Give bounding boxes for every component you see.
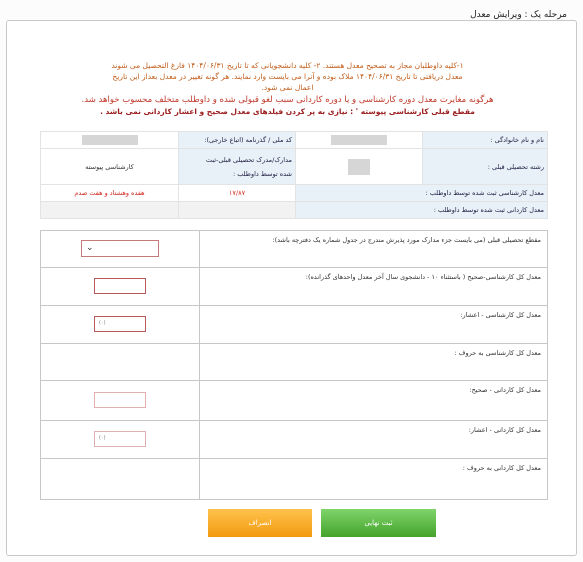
instruction-warning: هرگونه مغایرت معدل دوره کارشناسی و یا دوره کاردانی سبب لغو قبولی شده و داوطلب متخلف محسوب خواهد شد. (81, 95, 494, 105)
associate-gpa-number (179, 202, 296, 219)
applicant-info-table (40, 131, 548, 219)
prev-level-select[interactable] (81, 240, 159, 257)
instruction-line-2: معدل دریافتی تا تاریخ ۱۴۰۴/۰۶/۳۱ ملاک بوده و آنرا می بایست وارد نمایند. هر گونه تغییر در معدل بعداز این تاریخ (112, 72, 463, 81)
instructions (80, 60, 495, 117)
bachelor-gpa-number: ۱۷/۸۷ (179, 185, 296, 202)
associate-decimal-label: معدل کل کاردانی - اعشار: (200, 421, 548, 459)
associate-gpa-label: معدل کاردانی ثبت شده توسط داوطلب : (296, 202, 548, 219)
instruction-note: مقطع قبلی کارشناسی پیوسته ' : نیازی به پر کردن فیلدهای معدل صحیح و اعشار کاردانی نمی باشد . (100, 107, 475, 116)
bachelor-decimal-input[interactable] (94, 316, 146, 332)
field-label: رشته تحصیلی قبلی : (423, 149, 548, 185)
instruction-line-3: اعمال نمی شود. (261, 83, 314, 92)
national-id-value (82, 135, 138, 145)
bachelor-whole-input[interactable] (94, 278, 146, 294)
associate-words-label: معدل کل کاردانی به حروف : (200, 459, 548, 500)
national-id-label: کد ملی / گذرنامه (اتباع خارجی): (179, 132, 296, 149)
section-legend: مرحله یک : ویرایش معدل (466, 10, 571, 20)
chevron-down-icon: ⌄ (86, 242, 94, 253)
cancel-button[interactable]: انصراف (208, 509, 312, 537)
field-value (348, 159, 370, 175)
name-value (331, 135, 387, 145)
name-label: نام و نام خانوادگی : (423, 132, 548, 149)
bachelor-whole-label: معدل کل کارشناسی-صحیح ( باستثناء ۱۰ - دانشجوی سال آخر معدل واحدهای گذرانده): (200, 268, 548, 306)
degree-label: مدارک/مدرک تحصیلی قبلی-ثبت (205, 155, 292, 164)
associate-gpa-words (41, 202, 179, 219)
associate-whole-label: معدل کل کاردانی - صحیح: (200, 381, 548, 421)
associate-decimal-input[interactable] (94, 431, 146, 447)
final-submit-button[interactable]: ثبت نهایی (321, 509, 436, 537)
associate-words-value (41, 459, 200, 500)
bachelor-words-value (41, 344, 200, 381)
bachelor-gpa-label: معدل کارشناسی ثبت شده توسط داوطلب : (296, 185, 548, 202)
bachelor-words-label: معدل کل کارشناسی به حروف : (200, 344, 548, 381)
bachelor-gpa-words: هفده وهشتاد و هفت صدم (41, 185, 179, 202)
prev-level-label: مقطع تحصیلی قبلی (می بایست جزء مدارک مورد پذیرش مندرج در جدول شماره یک دفترچه باشد): (200, 231, 548, 268)
associate-whole-input[interactable] (94, 392, 146, 408)
bachelor-decimal-label: معدل کل کارشناسی - اعشار: (200, 306, 548, 344)
degree-value: کارشناسی پیوسته (41, 149, 179, 185)
instruction-line-1: ۱-کلیه داوطلبان مجاز به تصحیح معدل هستند. ۲- کلیه دانشجویانی که تا تاریخ ۱۴۰۴/۰۶/۳۱ فارغ التحصیل می شوند (111, 61, 464, 70)
gpa-form-table (40, 230, 548, 500)
decimal-suffix: (۰) (99, 434, 106, 441)
degree-label-cont: شده توسط داوطلب : (233, 169, 292, 178)
decimal-suffix: (۰) (99, 319, 106, 326)
